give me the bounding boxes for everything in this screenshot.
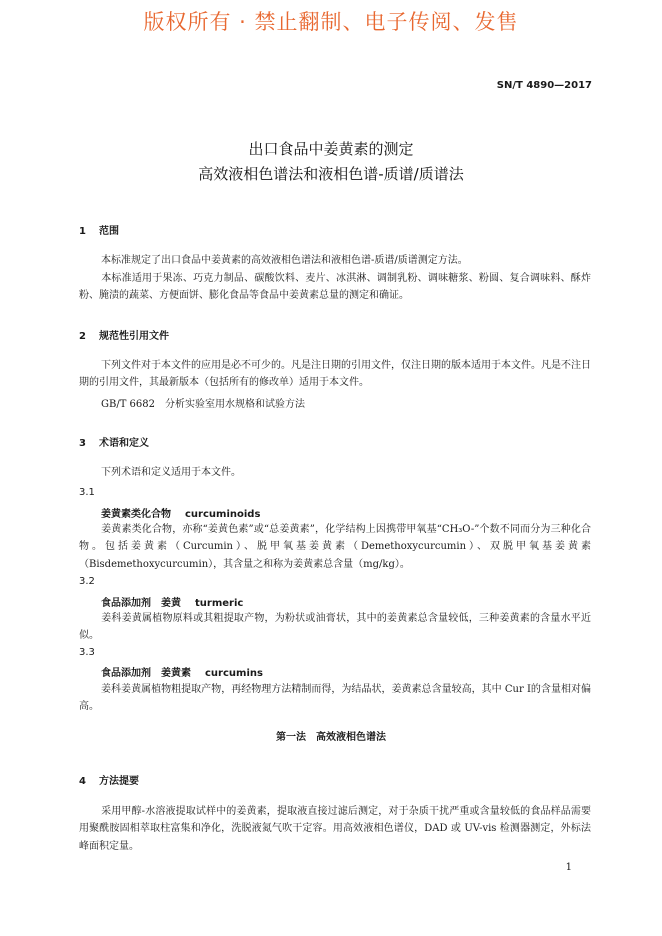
section-heading: [79, 327, 169, 342]
section-heading: [79, 434, 149, 449]
term-definition: 姜黄素类化合物，亦称“姜黄色素”或“总姜黄素”，化学结构上因携带甲氧基“CH₃O-”个数不同而分为三种化合物。包括姜黄素（Curcumin）、脱甲氧基姜黄素（Demethoxycurcumin）、双脱甲氧基姜黄素（Bisdemethoxycurcumin），其含量之和称为姜黄素总含量（mg/kg）。: [79, 524, 591, 570]
document-title: 出口食品中姜黄素的测定: [248, 140, 414, 158]
term-definition: 姜科姜黄属植物原料或其粗提取产物，为粉状或油膏状，其中的姜黄素总含量较低，三种姜黄素的含量水平近似。: [79, 613, 591, 642]
section-number: 1: [79, 226, 86, 237]
term-name: [101, 594, 243, 609]
normative-reference: GB/T 6682 分析实验室用水规格和试验方法: [101, 399, 306, 410]
section-title: 规范性引用文件: [99, 331, 169, 342]
paragraph: 本标准规定了出口食品中姜黄素的高效液相色谱法和液相色谱-质谱/质谱测定方法。: [101, 255, 468, 266]
term-name: [101, 505, 260, 520]
watermark: 版权所有 · 禁止翻制、电子传阅、发售: [143, 10, 519, 34]
term-name-cn: 姜黄素类化合物: [101, 509, 171, 520]
term-name-cn: 食品添加剂 姜黄素: [101, 668, 191, 679]
term-name-en: turmeric: [195, 598, 244, 609]
term-number: 3.2: [79, 576, 95, 587]
term-definition: 姜科姜黄属植物粗提取产物，再经物理方法精制而得，为结晶状，姜黄素总含量较高，其中 Cur Ⅰ的含量相对偏高。: [79, 684, 591, 713]
section-title: 范围: [99, 226, 119, 237]
paragraph: 本标准适用于果冻、巧克力制品、碳酸饮料、麦片、冰淇淋、调制乳粉、调味糖浆、粉圆、复合调味料、酥炸粉、腌渍的蔬菜、方便面饼、膨化食品等食品中姜黄素总量的测定和确证。: [79, 273, 591, 302]
page-number: 1: [565, 862, 572, 873]
standard-number: SN/T 4890—2017: [496, 80, 592, 91]
paragraph: 采用甲醇-水溶液提取试样中的姜黄素，提取液直接过滤后测定，对于杂质干扰严重或含量较低的食品样品需要用聚酰胺固相萃取柱富集和净化，洗脱液氮气吹干定容。用高效液相色谱仪，DAD 或 UV-vis 检测器测定，外标法峰面积定量。: [79, 806, 591, 852]
section-heading: [79, 772, 139, 787]
section-number: 4: [79, 776, 86, 787]
term-name: [101, 664, 263, 679]
document-subtitle: 高效液相色谱法和液相色谱-质谱/质谱法: [198, 165, 464, 183]
term-name-cn: 食品添加剂 姜黄: [101, 598, 181, 609]
term-number: 3.3: [79, 647, 95, 658]
method-title: 第一法 高效液相色谱法: [276, 732, 386, 743]
term-name-en: curcuminoids: [185, 509, 261, 520]
section-title: 方法提要: [99, 776, 139, 787]
paragraph: 下列文件对于本文件的应用是必不可少的。凡是注日期的引用文件，仅注日期的版本适用于本文件。凡是不注日期的引用文件，其最新版本（包括所有的修改单）适用于本文件。: [79, 360, 591, 389]
term-name-en: curcumins: [205, 668, 263, 679]
section-title: 术语和定义: [99, 438, 149, 449]
section-number: 3: [79, 438, 86, 449]
section-number: 2: [79, 331, 86, 342]
section-heading: [79, 222, 119, 237]
paragraph: 下列术语和定义适用于本文件。: [101, 467, 241, 478]
term-number: 3.1: [79, 487, 95, 498]
